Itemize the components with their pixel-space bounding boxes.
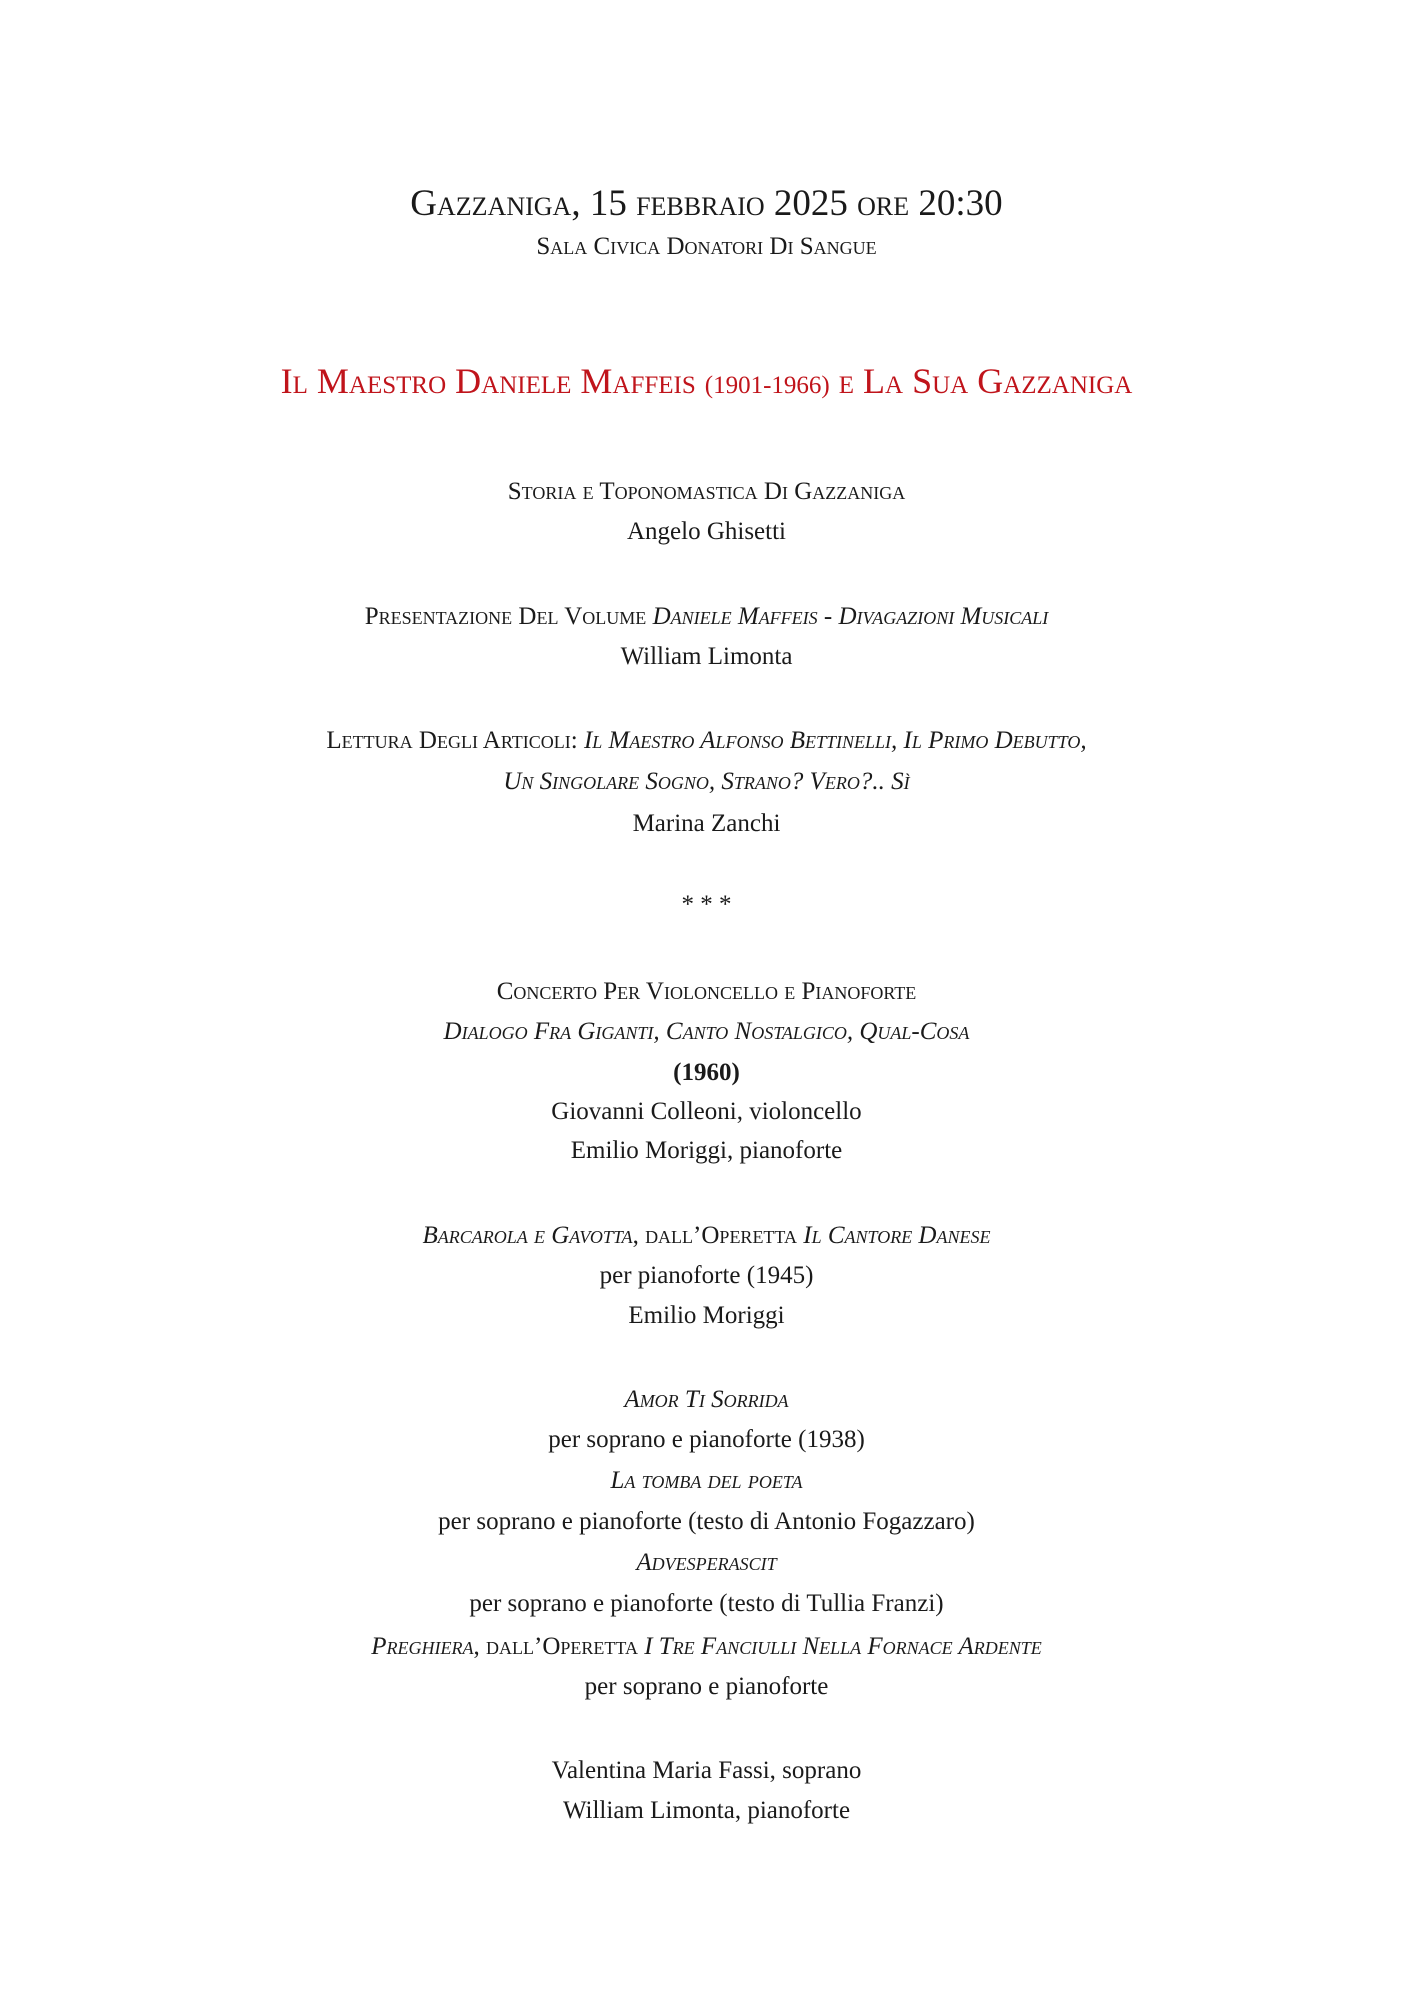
performer: Valentina Maria Fassi, soprano [551, 1757, 862, 1784]
work-heading [0, 1633, 1413, 1661]
heading-text: Presentazione Del Volume [364, 603, 653, 630]
performer: William Limonta, pianoforte [562, 1797, 851, 1824]
work-heading [0, 1222, 1413, 1250]
section-heading [0, 727, 1413, 755]
section-heading: Concerto Per Violoncello e Pianoforte [496, 978, 917, 1005]
performer: Giovanni Colleoni, violoncello [551, 1098, 862, 1125]
title-years: (1901-1966) [704, 372, 830, 399]
work-title: Amor Ti Sorrida [624, 1386, 789, 1413]
work-title: Advesperascit [636, 1549, 777, 1576]
operetta-title: Il Cantore Danese [803, 1222, 991, 1249]
article-titles: Il Maestro Alfonso Bettinelli, Il Primo Debutto, [583, 727, 1087, 754]
speaker-name: Angelo Ghisetti [626, 518, 786, 545]
work-title: Barcarola e Gavotta [422, 1222, 633, 1249]
section-heading: Storia e Toponomastica Di Gazzaniga [507, 478, 906, 505]
event-venue: Sala Civica Donatori Di Sangue [536, 233, 877, 260]
work-detail: per soprano e pianoforte (testo di Antonio Fogazzaro) [438, 1508, 975, 1535]
event-title [0, 360, 1413, 402]
title-main: Il Maestro Daniele Maffeis [280, 361, 705, 401]
performer: Emilio Moriggi [628, 1302, 785, 1329]
event-date: Gazzaniga, 15 febbraio 2025 ore 20:30 [410, 183, 1003, 224]
article-titles: Un Singolare Sogno, Strano? Vero?.. Sì [503, 768, 910, 795]
work-detail: per pianoforte (1945) [599, 1262, 814, 1289]
speaker-name: Marina Zanchi [632, 810, 781, 837]
book-title: Daniele Maffeis - Divagazioni Musicali [652, 603, 1049, 630]
work-detail: per soprano e pianoforte (1938) [548, 1426, 865, 1453]
work-source: , dall’Operetta [473, 1633, 645, 1660]
speaker-name: William Limonta [620, 643, 793, 670]
title-tail: e La Sua Gazzaniga [829, 361, 1133, 401]
work-source: , dall’Operetta [632, 1222, 804, 1249]
heading-text: Lettura Degli Articoli: [326, 727, 584, 754]
separator: * * * [681, 891, 732, 918]
operetta-title: I Tre Fanciulli Nella Fornace Ardente [644, 1633, 1042, 1660]
work-detail: per soprano e pianoforte [584, 1673, 829, 1700]
performer: Emilio Moriggi, pianoforte [570, 1137, 843, 1164]
work-detail: per soprano e pianoforte (testo di Tullia Franzi) [469, 1590, 944, 1617]
section-heading [0, 603, 1413, 631]
work-titles: Dialogo Fra Giganti, Canto Nostalgico, Qual-Cosa [443, 1018, 970, 1045]
work-title: Preghiera [371, 1633, 474, 1660]
work-year: (1960) [673, 1059, 740, 1086]
work-title: La tomba del poeta [610, 1467, 803, 1494]
